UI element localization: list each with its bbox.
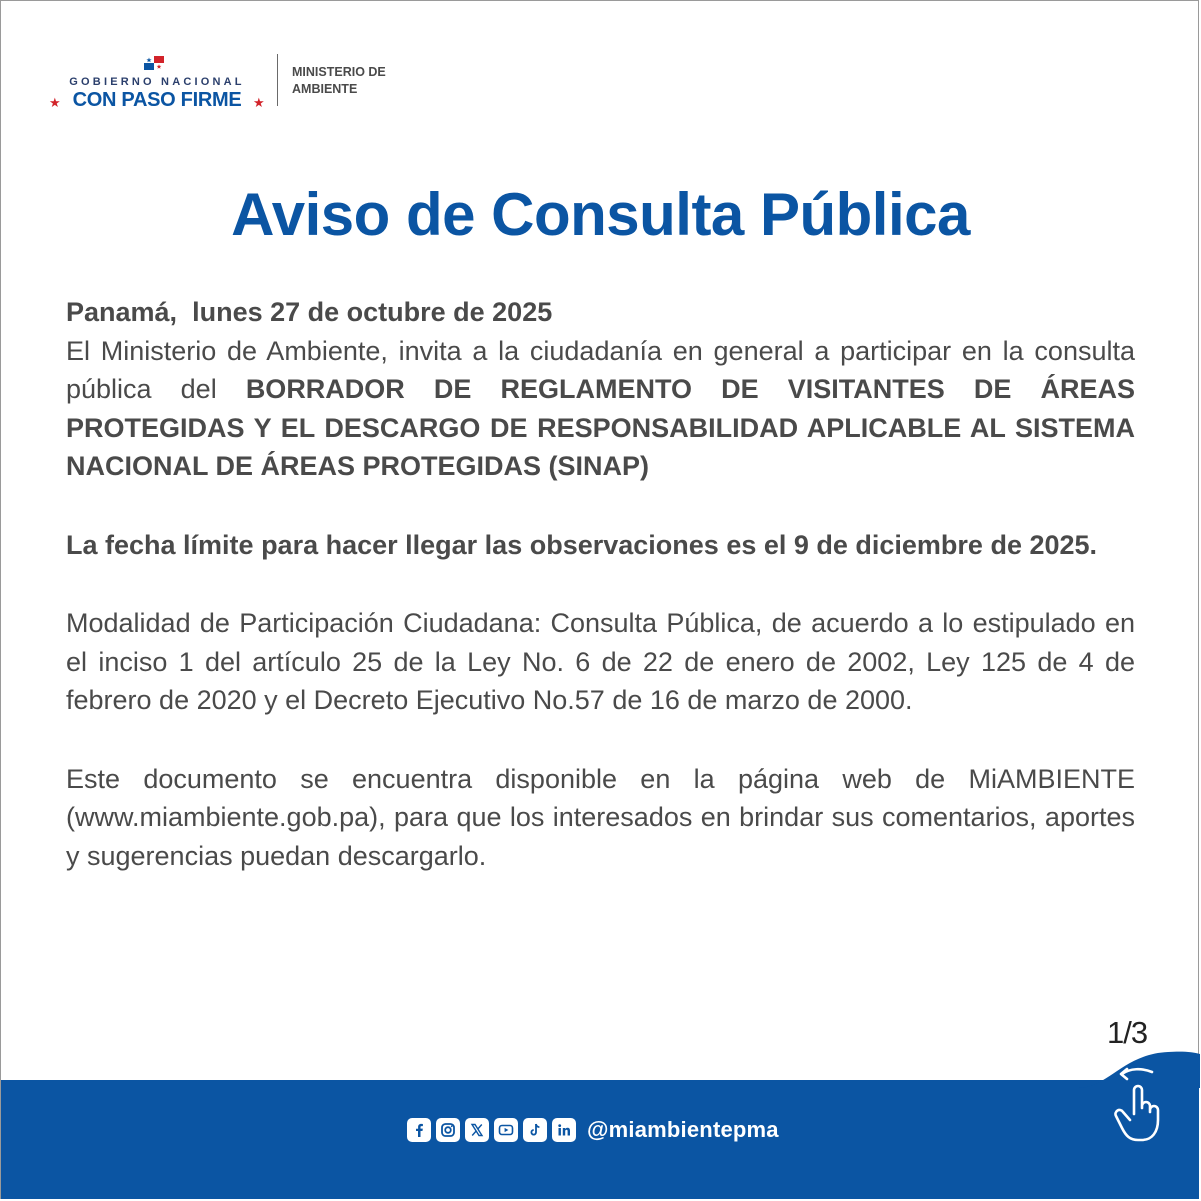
intro-text: El Ministerio de Ambiente, invita a la ciudadanía en general a participar en la consulta pública del [66,335,1135,404]
date-label: lunes 27 de octubre de 2025 [192,297,553,327]
con-paso-firme-label: CON PASO FIRME [72,89,242,111]
star-icon: ★ [253,95,265,110]
swipe-hand-icon [1112,1064,1170,1148]
star-icon: ★ [49,95,61,110]
intro-paragraph [66,332,1135,486]
ministerio-label [292,64,386,98]
notice-body [66,293,1135,875]
page-title: Aviso de Consulta Pública [231,181,970,248]
ministerio-line-2: AMBIENTE [292,82,358,96]
social-links [407,1117,779,1143]
intro-bold-text: BORRADOR DE REGLAMENTO DE VISITANTES DE ÁREAS PROTEGIDAS Y EL DESCARGO DE RESPONSABILIDAD APLICABLE AL SISTEMA NACIONAL DE ÁREAS PROTEGIDAS (SINAP) [66,374,1135,481]
panama-flag-icon [144,56,164,70]
page-indicator: 1/3 [1107,1015,1148,1050]
linkedin-icon[interactable] [552,1118,576,1142]
x-icon[interactable] [465,1118,489,1142]
documento-paragraph: Este documento se encuentra disponible en la página web de MiAMBIENTE (www.miambiente.gob.pa), para que los interesados en brindar sus comentarios, aportes y sugerencias puedan descargarlo. [66,763,1135,871]
gobierno-logo [46,54,286,110]
place-label: Panamá, [66,297,178,327]
tiktok-icon[interactable] [523,1118,547,1142]
deadline-paragraph: La fecha límite para hacer llegar las observaciones es el 9 de diciembre de 2025. [66,529,1098,560]
modalidad-paragraph: Modalidad de Participación Ciudadana: Consulta Pública, de acuerdo a lo estipulado en el inciso 1 del artículo 25 de la Ley No. 6 de 22 de enero de 2002, Ley 125 de 4 de febrero de 2020 y el Decreto Ejecutivo No.57 de 16 de marzo de 2000. [66,608,1135,715]
instagram-icon[interactable] [436,1118,460,1142]
ministerio-line-1: MINISTERIO DE [292,65,386,79]
date-line [66,293,1135,332]
header-divider [277,54,278,106]
youtube-icon[interactable] [494,1118,518,1142]
gobierno-nacional-label: GOBIERNO NACIONAL [69,76,245,88]
facebook-icon[interactable] [407,1118,431,1142]
social-handle[interactable]: @miambientepma [587,1117,779,1142]
